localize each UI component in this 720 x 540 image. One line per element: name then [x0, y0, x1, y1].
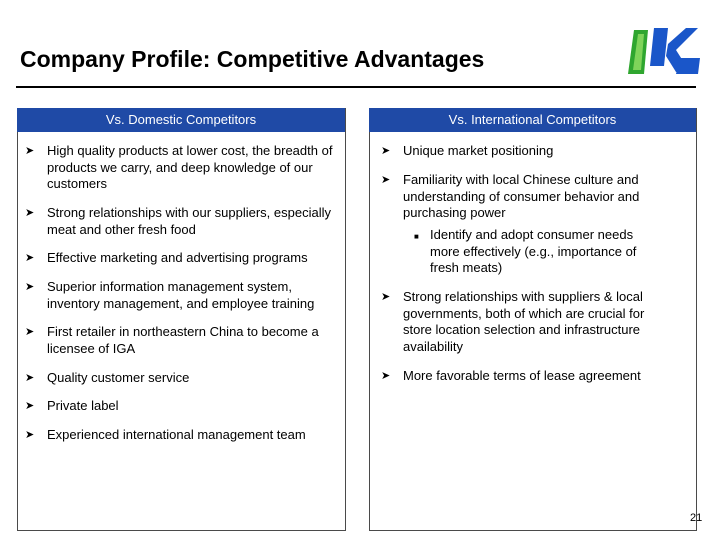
page-title: Company Profile: Competitive Advantages [20, 46, 485, 72]
bullet-text: More favorable terms of lease agreement [403, 368, 641, 383]
domestic-header: Vs. Domestic Competitors [17, 108, 345, 132]
square-bullet-icon: ■ [414, 232, 419, 241]
bullet-text: Strong relationships with suppliers & local governments, both of which are crucial for store location selection and infrastructure availability [403, 289, 645, 354]
domestic-bullet [25, 427, 342, 444]
company-logo [624, 24, 702, 78]
bullet-text: First retailer in northeastern China to become a licensee of IGA [47, 324, 319, 356]
domestic-bullet [25, 143, 342, 193]
arrowhead-bullet-icon: ➤ [25, 429, 35, 441]
bullet-text: Effective marketing and advertising programs [47, 250, 308, 265]
arrowhead-bullet-icon: ➤ [381, 291, 391, 303]
domestic-bullet [25, 398, 342, 415]
arrowhead-bullet-icon: ➤ [381, 145, 391, 157]
bullet-text: Superior information management system, inventory management, and employee training [47, 279, 315, 311]
international-bullet [381, 289, 668, 355]
title-divider [16, 86, 696, 88]
international-bullet [381, 172, 668, 222]
bullet-text: Private label [47, 398, 119, 413]
domestic-bullet [25, 205, 342, 238]
arrowhead-bullet-icon: ➤ [381, 174, 391, 186]
bullet-text: High quality products at lower cost, the breadth of products we carry, and deep knowledge of our customers [47, 143, 333, 191]
international-bullet [381, 368, 668, 385]
arrowhead-bullet-icon: ➤ [25, 326, 35, 338]
arrowhead-bullet-icon: ➤ [25, 281, 35, 293]
arrowhead-bullet-icon: ➤ [25, 372, 35, 384]
arrowhead-bullet-icon: ➤ [381, 370, 391, 382]
domestic-bullet [25, 324, 342, 357]
page-number: 21 [690, 512, 703, 524]
domestic-bullet [25, 370, 342, 387]
bullet-text: Familiarity with local Chinese culture and understanding of consumer behavior and purchasing power [403, 172, 640, 220]
arrowhead-bullet-icon: ➤ [25, 207, 35, 219]
international-bullet [381, 143, 668, 160]
sub-bullet-text: Identify and adopt consumer needs more effectively (e.g., importance of fresh meats) [430, 227, 637, 275]
domestic-bullet [25, 279, 342, 312]
bullet-text: Unique market positioning [403, 143, 554, 158]
international-sub-bullet [414, 227, 662, 277]
arrowhead-bullet-icon: ➤ [25, 252, 35, 264]
arrowhead-bullet-icon: ➤ [25, 400, 35, 412]
arrowhead-bullet-icon: ➤ [25, 145, 35, 157]
international-header: Vs. International Competitors [369, 108, 696, 132]
domestic-bullet [25, 250, 342, 267]
bullet-text: Quality customer service [47, 370, 190, 385]
bullet-text: Experienced international management team [47, 427, 306, 442]
bullet-text: Strong relationships with our suppliers, especially meat and other fresh food [47, 205, 331, 237]
